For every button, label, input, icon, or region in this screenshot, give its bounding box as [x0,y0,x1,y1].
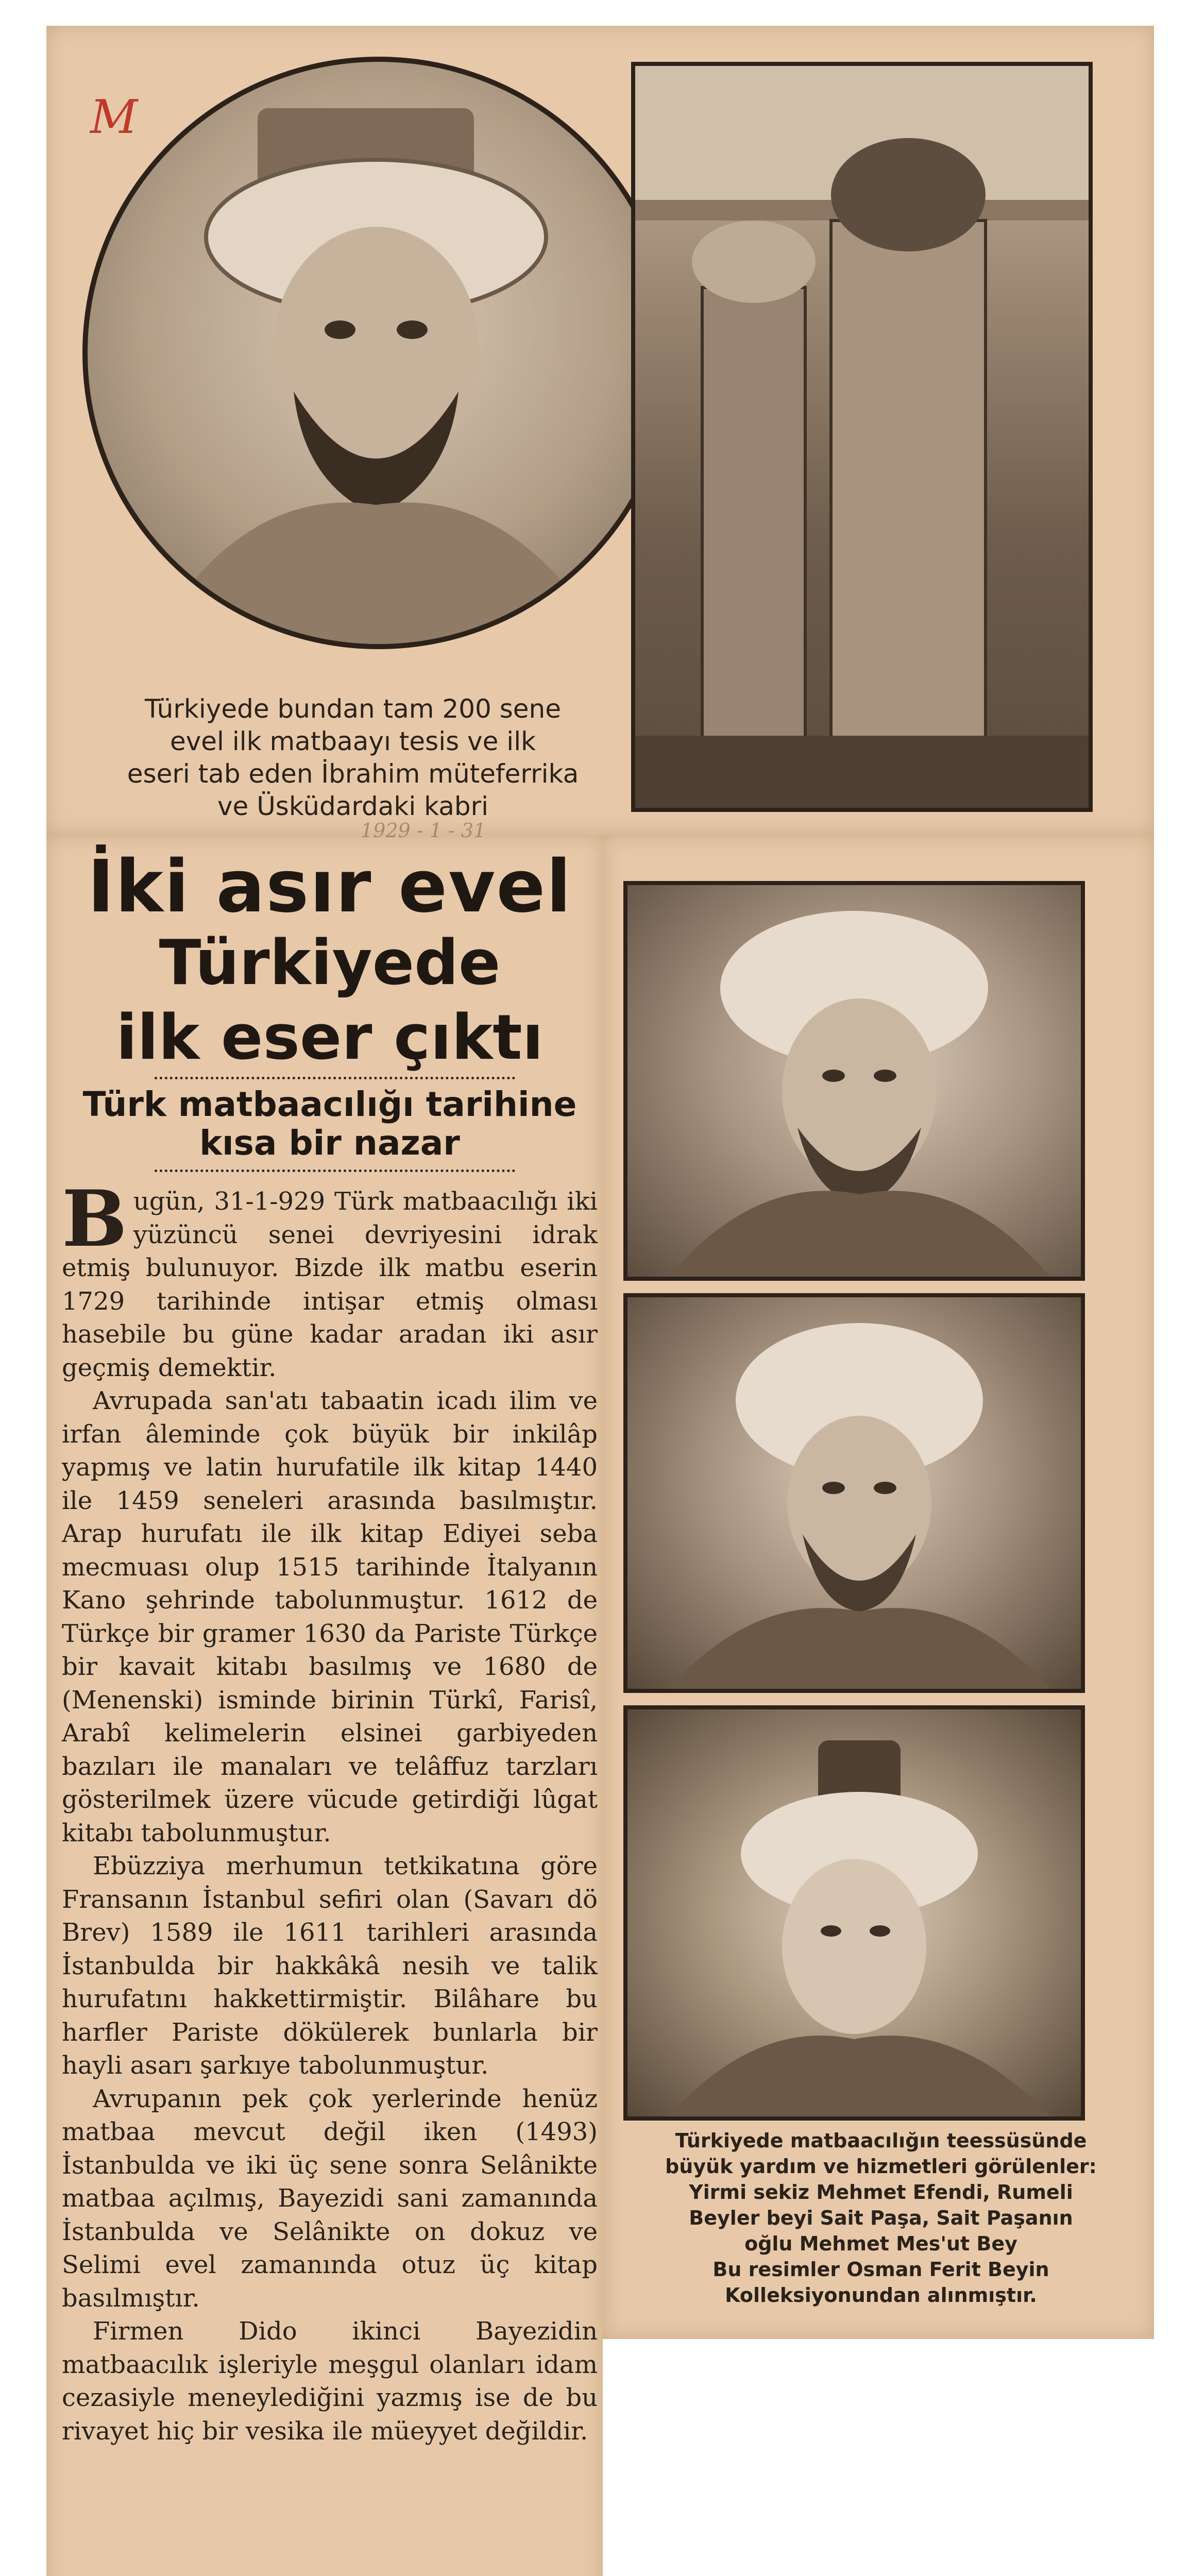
portrait-sketch [627,1709,1081,2116]
portrait-sketch [627,885,1081,1277]
portrait-sketch [627,1297,1081,1689]
photo-uskudar-grave [631,62,1093,812]
drop-cap: B [62,1174,127,1264]
article-paragraph: Ebüzziya merhumun tetkikatına göre Fransanın İstanbul sefiri olan (Savarı dö Brev) 1589 ile 1611 tarihleri arasında İstanbulda bir hakkâkâ nesih ve talik hurufatını hakkettirmiştir. Bilâhare bu harfler Pariste dökülerek bunlarla bir hayli asarı şarkıye tabolunmuştur. [62,1852,598,2080]
caption-line: Yirmi sekiz Mehmet Efendi, Rumeli [689,2181,1073,2204]
portrait-sketch [88,62,670,644]
caption-line: büyük yardım ve hizmetleri görülenler: [665,2155,1097,2178]
portrait-yirmi-sekiz-mehmet-efendi [623,881,1085,1281]
headline-line-3: ilk eser çıktı [116,1002,544,1074]
subheadline-line-1: Türk matbaacılığı tarihine [82,1084,577,1124]
caption-line: Beyler beyi Sait Paşa, Sait Paşanın [689,2207,1073,2229]
grave-sketch [635,66,1089,808]
portrait-mehmet-mesut-bey [623,1705,1085,2121]
caption-line: Bu resimler Osman Ferit Beyin [712,2258,1049,2281]
portraits-caption [613,2128,1149,2308]
red-handwritten-mark: M [90,90,138,144]
headline-line-1: İki asır evel [87,845,572,929]
portrait-sait-pasa [623,1293,1085,1693]
top-photo-caption [82,693,623,823]
article-paragraph: Avrupanın pek çok yerlerinde henüz matbaa mevcut değil iken (1493) İstanbulda ve iki üç sene sonra Selânikte matbaa açılmış, Bayezidi sani zamanında İstanbulda ve Selânikte on dokuz ve Selimi evel zamanında otuz üç kitap basılmıştır. [62,2084,598,2313]
headline-divider [155,1077,515,1079]
caption-line: eseri tab eden İbrahim müteferrika [127,759,579,789]
caption-line: ve Üsküdardaki kabri [217,791,489,821]
subheadline-divider [155,1170,515,1172]
portrait-ibrahim-muteferrika [82,57,675,649]
headline-line-2: Türkiyede [159,927,501,999]
pencil-date-note: 1929 - 1 - 31 [361,819,486,842]
caption-line: evel ilk matbaayı tesis ve ilk [169,726,536,756]
caption-line: oğlu Mehmet Mes'ut Bey [744,2232,1017,2255]
caption-line: Türkiyede bundan tam 200 sene [144,694,562,724]
caption-line: Kolleksiyonundan alınmıştır. [725,2284,1037,2307]
article-paragraph [62,1174,598,1384]
caption-line: Türkiyede matbaacılığın teessüsünde [675,2129,1087,2152]
article-paragraph: Firmen Dido ikinci Bayezidin matbaacılık işleriyle meşgul olanları idam cezasiyle meneylediğini yazmış ise de bu rivayet hiç bir vesika ile müeyyet değildir. [62,2317,598,2446]
subheadline-line-2: kısa bir nazar [199,1123,460,1163]
paragraph-text: ugün, 31-1-929 Türk matbaacılığı iki yüzüncü senei devriyesini idrak etmiş bulunuyor. Bizde ilk matbu eserin 1729 tarihinde intişar etmiş olması hasebile bu güne kadar aradan iki asır geçmiş demektir. [62,1187,598,1382]
article-paragraph: Avrupada san'atı tabaatin icadı ilim ve irfan âleminde çok büyük bir inkilâp yapmış ve latin hurufatile ilk kitap 1440 ile 1459 seneleri arasında basılmıştır. Arap hurufatı ile ilk kitap Ediyei seba mecmuası olup 1515 tarihinde İtalyanın Kano şehrinde tabolunmuştur. 1612 de Türkçe bir gramer 1630 da Pariste Türkçe bir kavait kitabı basılmış ve 1680 de (Menenski) isminde birinin Türkî, Farisî, Arabî kelimelerin elsinei garbiyeden bazıları ile manaları ve telâffuz tarzları gösterilmek üzere vücude getirdiği lûgat kitabı tabolunmuştur. [62,1386,598,1848]
article-body [62,1174,598,2448]
